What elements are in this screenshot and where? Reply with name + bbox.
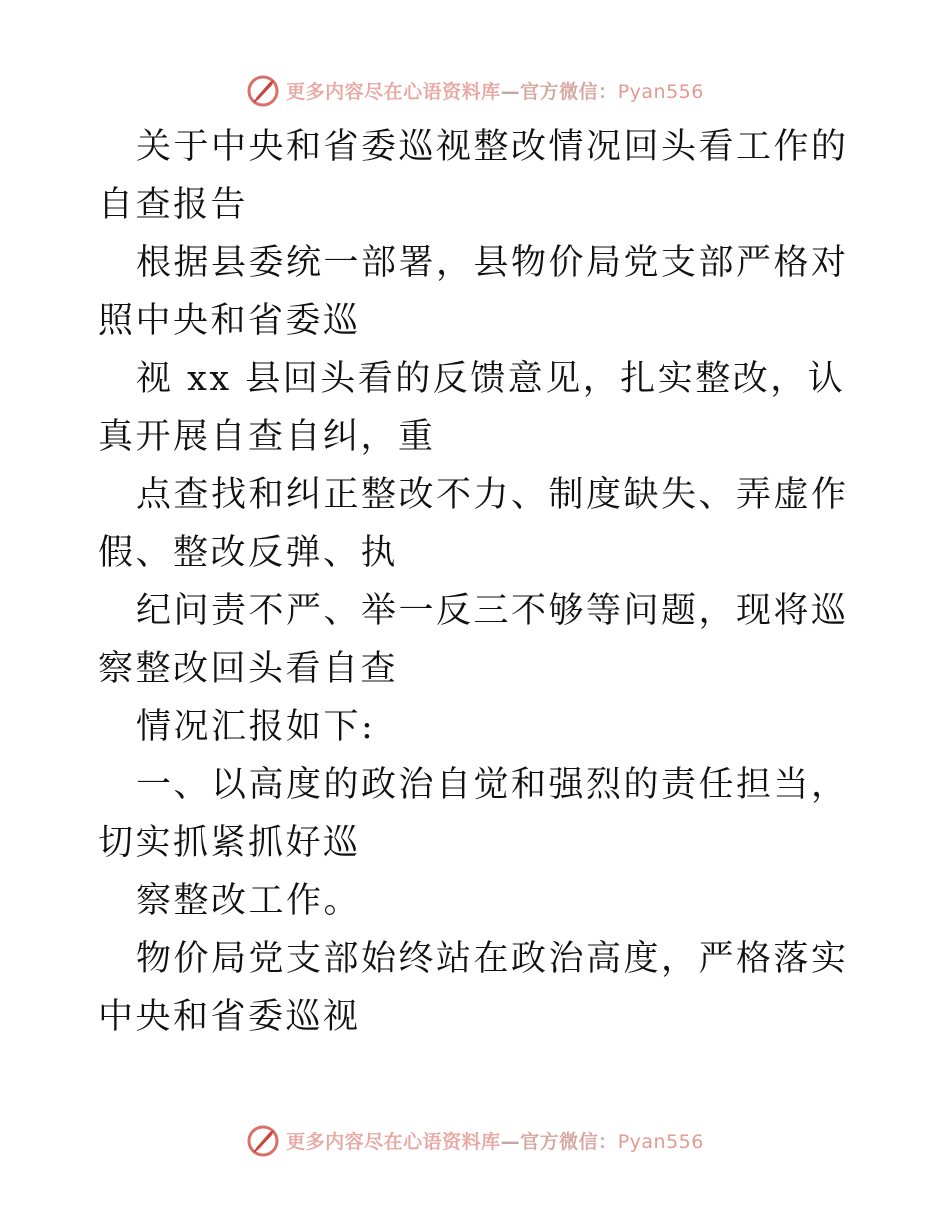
banner-text — [286, 77, 704, 104]
banner-main-text: 更多内容尽在心语资料库 — [286, 80, 501, 103]
header-banner — [0, 70, 950, 110]
doc-title: 关于中央和省委巡视整改情况回头看工作的自查报告 — [98, 127, 849, 225]
doc-paragraph: 物价局党支部始终站在政治高度，严格落实中央和省委巡视 — [98, 939, 849, 1037]
banner-main-text: 更多内容尽在心语资料库 — [286, 1130, 501, 1153]
banner-text — [286, 1127, 704, 1154]
banner-wechat-id: Pyan556 — [617, 80, 704, 103]
document-body — [98, 118, 858, 1046]
section-heading: 一、以高度的政治自觉和强烈的责任担当，切实抓紧抓好巡 — [98, 765, 849, 863]
doc-paragraph: 纪问责不严、举一反三不够等问题，现将巡察整改回头看自查 — [98, 591, 849, 689]
doc-paragraph: 情况汇报如下: — [136, 707, 376, 747]
banner-separator: — — [500, 80, 521, 103]
doc-paragraph: 点查找和纠正整改不力、制度缺失、弄虚作假、整改反弹、执 — [98, 475, 849, 573]
quill-logo-icon — [246, 1122, 282, 1158]
doc-paragraph: 视 xx 县回头看的反馈意见，扎实整改，认真开展自查自纠，重 — [98, 359, 846, 457]
banner-wechat-id: Pyan556 — [617, 1130, 704, 1153]
banner-wechat-label: 官方微信： — [520, 1130, 618, 1153]
banner-separator: — — [500, 1130, 521, 1153]
footer-banner — [0, 1120, 950, 1160]
doc-paragraph: 根据县委统一部署，县物价局党支部严格对照中央和省委巡 — [98, 243, 849, 341]
quill-logo-icon — [246, 72, 282, 108]
banner-wechat-label: 官方微信： — [520, 80, 618, 103]
doc-paragraph: 察整改工作。 — [136, 881, 362, 921]
